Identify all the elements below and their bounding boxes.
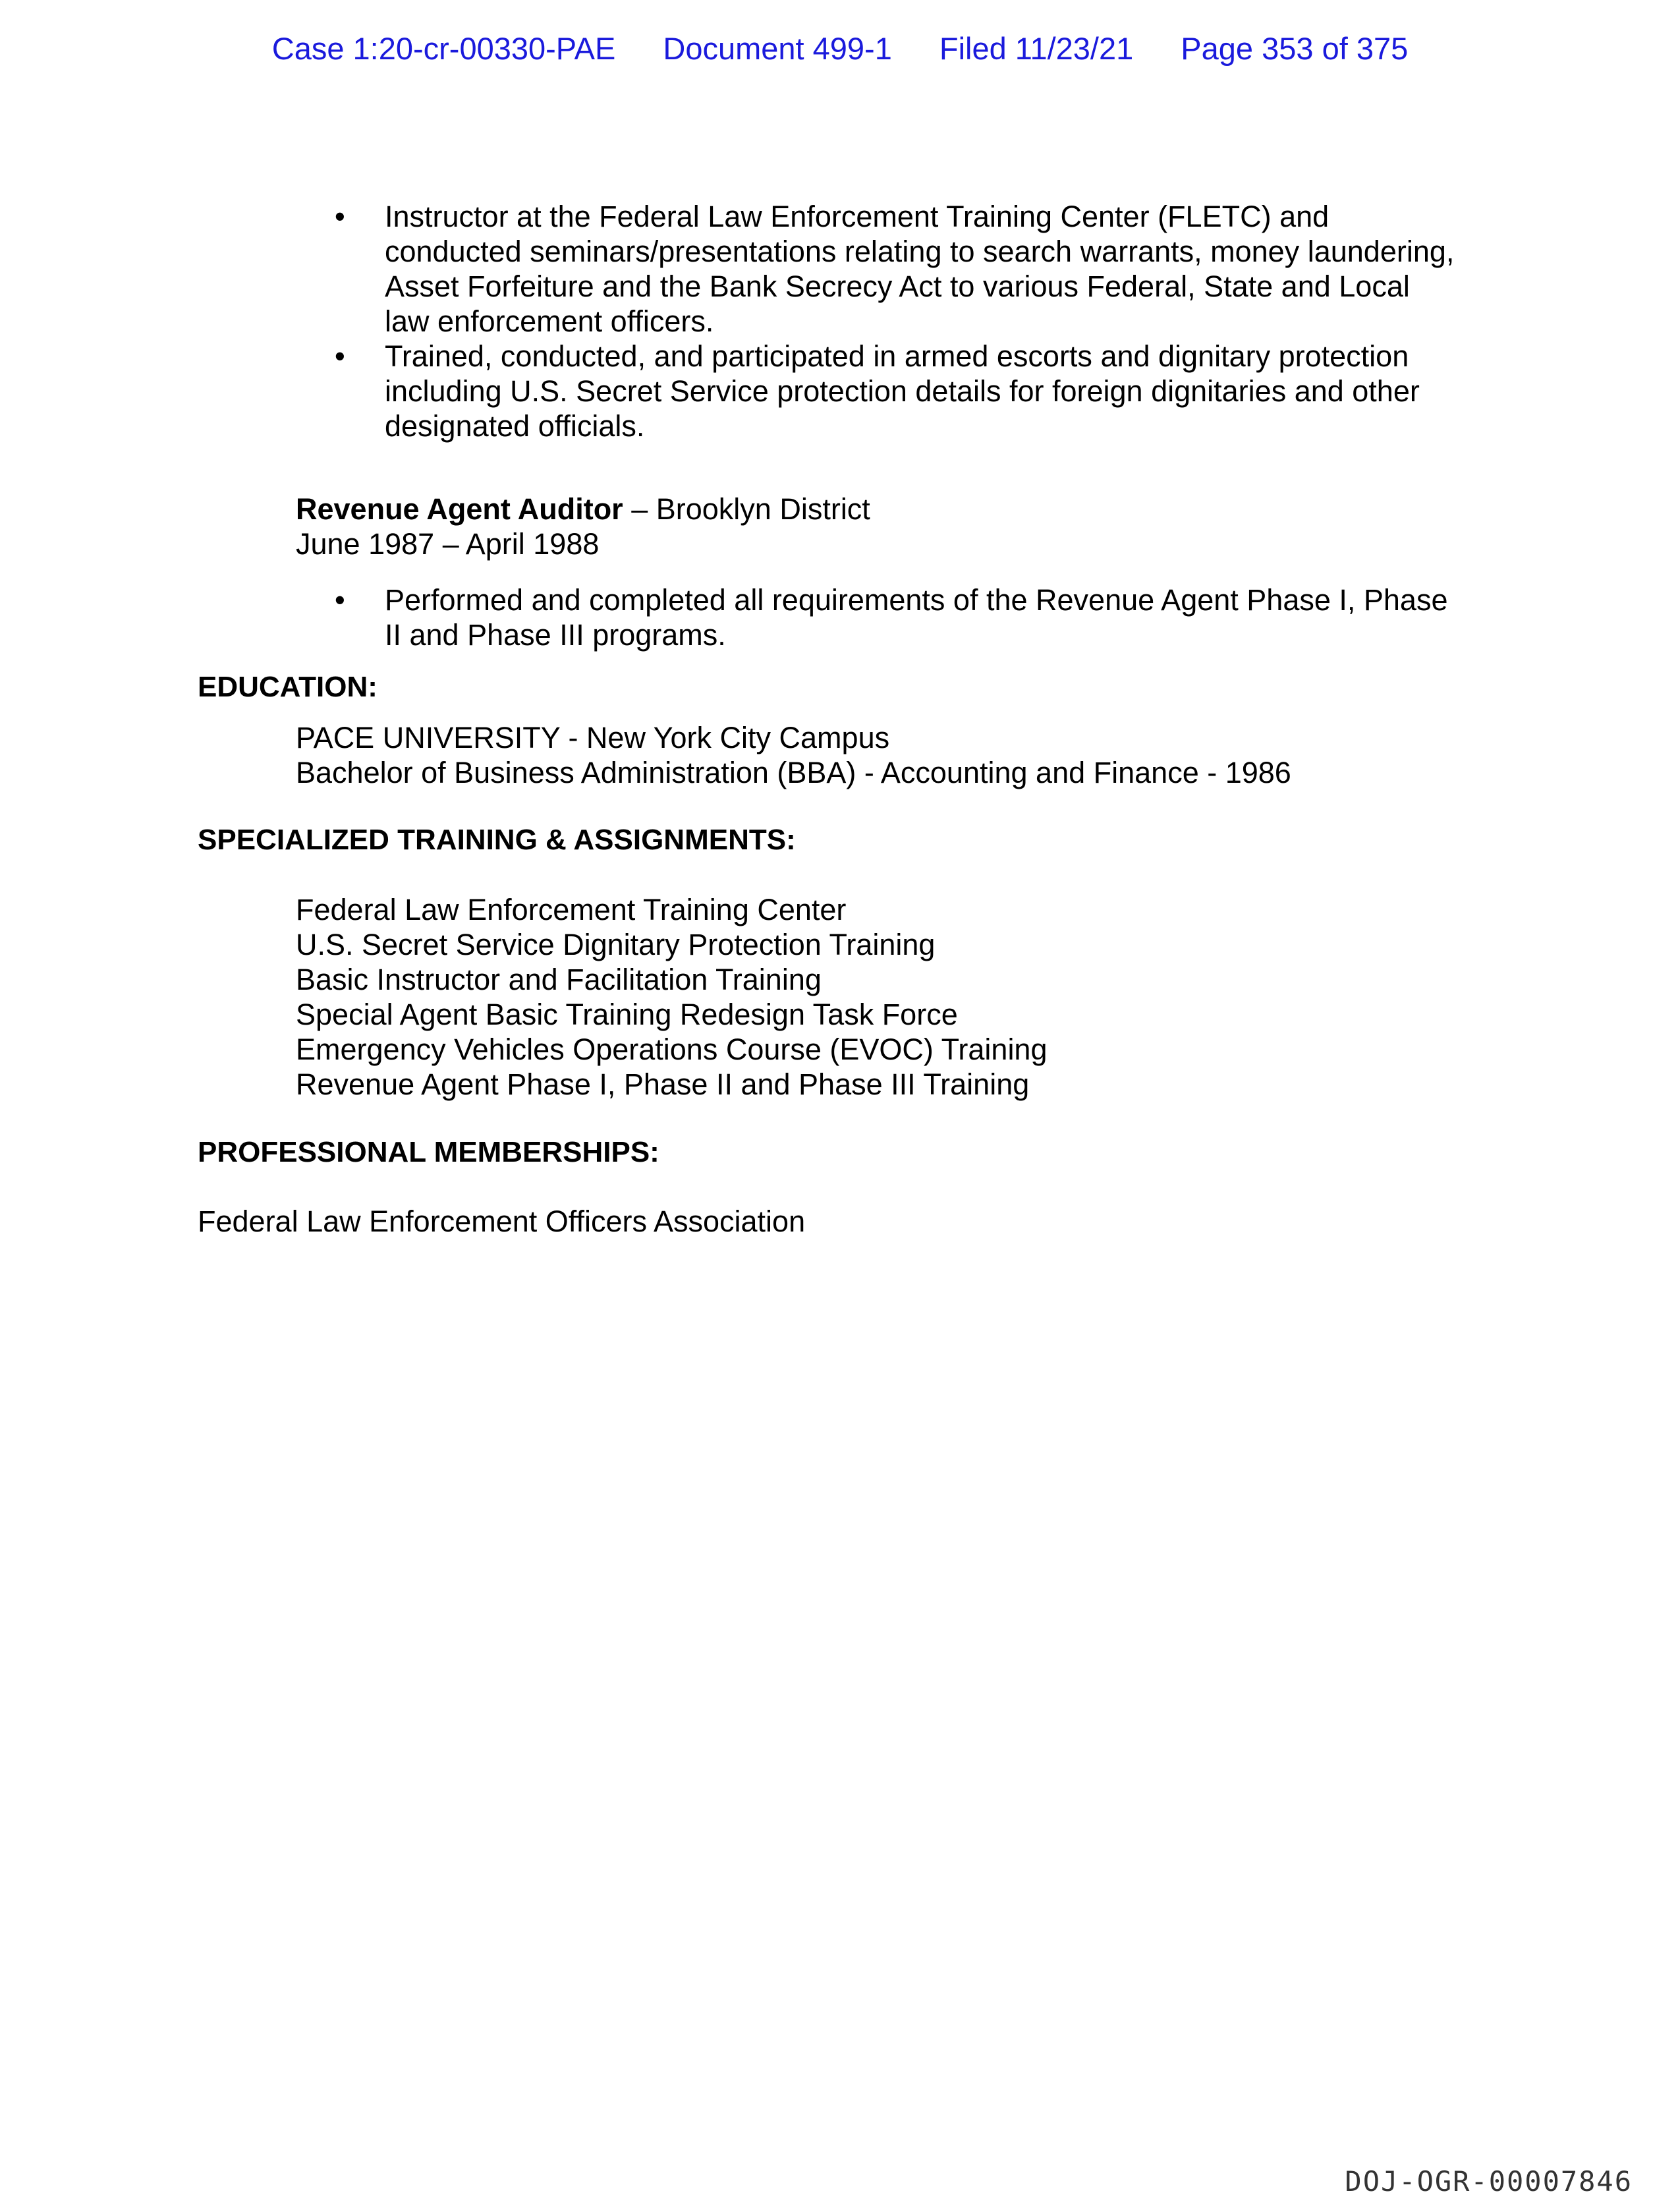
memberships-list: [198, 1204, 805, 1239]
position-separator: –: [623, 492, 656, 526]
bullet-icon: •: [335, 339, 345, 373]
education-heading: EDUCATION:: [198, 671, 378, 703]
training-item: Special Agent Basic Training Redesign Task Force: [296, 998, 958, 1031]
bullet-line: II and Phase III programs.: [385, 618, 726, 652]
education-block: [296, 720, 1291, 790]
position-bullet-list: [335, 582, 1505, 652]
training-item: U.S. Secret Service Dignitary Protection Training: [296, 928, 936, 961]
position-location: Brooklyn District: [656, 492, 870, 526]
training-heading: SPECIALIZED TRAINING & ASSIGNMENTS:: [198, 824, 796, 856]
training-item: Emergency Vehicles Operations Course (EVOC) Training: [296, 1033, 1048, 1066]
case-header: [0, 30, 1680, 67]
memberships-heading: PROFESSIONAL MEMBERSHIPS:: [198, 1136, 659, 1168]
case-number: Case 1:20-cr-00330-PAE: [271, 31, 616, 66]
document-number: Document 499-1: [663, 31, 892, 66]
position-block: [296, 492, 870, 561]
education-school: PACE UNIVERSITY - New York City Campus: [296, 721, 890, 754]
position-title: Revenue Agent Auditor: [296, 492, 623, 526]
training-item: Revenue Agent Phase I, Phase II and Phase III Training: [296, 1067, 1030, 1101]
filed-date: Filed 11/23/21: [939, 31, 1134, 66]
position-dates: June 1987 – April 1988: [296, 527, 600, 561]
page-number: Page 353 of 375: [1181, 31, 1409, 66]
bates-stamp: DOJ-OGR-00007846: [1345, 2165, 1633, 2198]
training-item: Basic Instructor and Facilitation Training: [296, 963, 822, 996]
bullet-line: designated officials.: [385, 409, 645, 443]
training-list: [296, 892, 1048, 1102]
bullet-line: Asset Forfeiture and the Bank Secrecy Act to various Federal, State and Local: [385, 269, 1410, 303]
bullet-line: law enforcement officers.: [385, 304, 714, 338]
bullet-item-armed-escorts: [335, 339, 1505, 443]
membership-item: Federal Law Enforcement Officers Association: [198, 1205, 806, 1238]
bullet-line: including U.S. Secret Service protection details for foreign dignitaries and other: [385, 374, 1420, 408]
position-title-line: [296, 492, 870, 526]
bullet-item-fletc-instructor: [335, 199, 1505, 339]
training-item: Federal Law Enforcement Training Center: [296, 893, 847, 926]
bullet-icon: •: [335, 583, 345, 617]
education-degree: Bachelor of Business Administration (BBA) - Accounting and Finance - 1986: [296, 756, 1291, 789]
bullet-line: Instructor at the Federal Law Enforcement Training Center (FLETC) and: [385, 200, 1330, 233]
bullet-item-revenue-agent-programs: [335, 582, 1505, 652]
bullet-line: conducted seminars/presentations relating to search warrants, money laundering,: [385, 235, 1455, 268]
bullet-icon: •: [335, 200, 345, 233]
bullet-line: Performed and completed all requirements of the Revenue Agent Phase I, Phase: [385, 583, 1448, 617]
bullet-line: Trained, conducted, and participated in armed escorts and dignitary protection: [385, 339, 1409, 373]
duties-bullet-list: [335, 199, 1505, 443]
